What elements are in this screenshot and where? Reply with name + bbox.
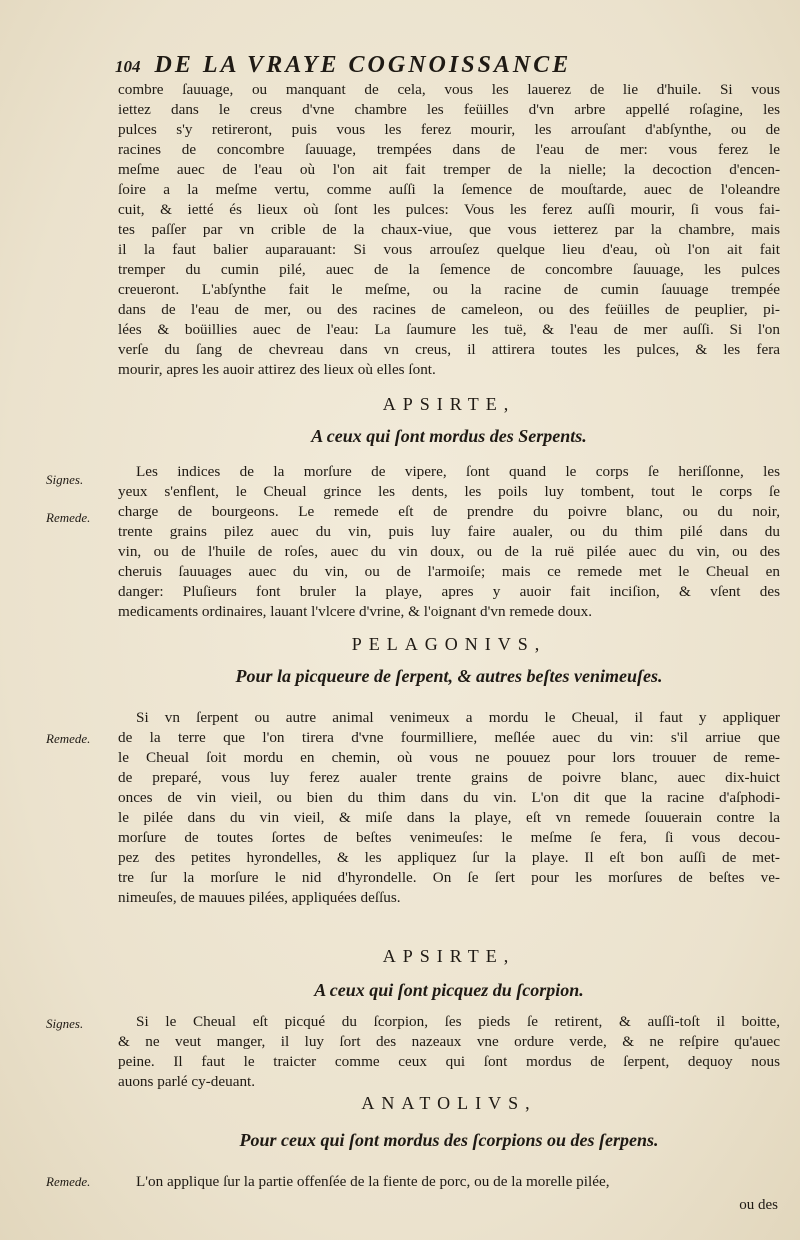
text-line: peine. Il faut le traicter comme ceux qui ſont mordus de ſerpent, dequoy nous <box>118 1053 780 1070</box>
text-line: iettez dans le creus d'vne chambre les feüilles d'vn arbre appellé roſagine, les <box>118 101 780 118</box>
text-line: tes paſſer par vn crible de la chaux-viue, que vous ietterez par la chambre, mais <box>118 221 780 238</box>
margin-note-signes: Signes. <box>46 472 84 487</box>
text-line: Si le Cheual eſt picqué du ſcorpion, ſes pieds ſe retirent, & auſſi-toſt il boitte, <box>136 1013 780 1030</box>
page-number: 104 <box>115 57 141 76</box>
section-subheading-serpents: A ceux qui ſont mordus des Serpents. <box>311 426 587 446</box>
text-line: & ne veut manger, il luy ſort des nazeaux vne ordure verde, & ne reſpire qu'auec <box>118 1033 780 1050</box>
paragraph-serpent-venimeux <box>118 708 780 908</box>
text-line: le Cheual ſoit mordu en chemin, où vous ne pouuez pour lors trouuer de reme- <box>118 749 780 766</box>
text-line: tremper du cumin pilé, auec de la ſemence de concombre ſauuage, les pulces <box>118 261 780 278</box>
text-line: nimeuſes, de mauues pilées, appliquées deſſus. <box>118 889 401 906</box>
section-heading-apsirte-2: APSIRTE, <box>382 946 516 966</box>
paragraph-anatolivs <box>118 1172 780 1192</box>
text-line: tre ſur la morſure le nid d'hyrondelle. On ſe ſert pour les morſures de beſtes ve- <box>118 869 780 886</box>
text-line: morſure de toutes ſortes de beſtes venimeuſes: le meſme ſe fera, ſi vous decou- <box>118 829 780 846</box>
section-heading-anatolivs: ANATOLIVS, <box>361 1093 537 1113</box>
paragraph-vipere <box>118 462 780 622</box>
text-line: creueront. L'abſynthe fait le meſme, ou la racine de cumin ſauuage trempée <box>118 281 780 298</box>
text-line: charge de bourgeons. Le remede eſt de prendre du poivre blanc, ou du noir, <box>118 503 780 520</box>
catchword: ou des <box>739 1197 778 1213</box>
text-line: cheruis ſauuages auec du vin, ou de l'armoiſe; mais ce remede met le Cheual en <box>118 563 780 580</box>
text-line: dans de l'eau de mer, ou des racines de cameleon, ou des feüilles de peuplier, pi- <box>118 301 780 318</box>
margin-note-remede: Remede. <box>46 731 91 746</box>
margin-note-signes: Signes. <box>46 1016 84 1031</box>
text-line: cuit, & ietté és lieux où ſont les pulces: Vous les ferez auſſi mourir, ſi vous fai- <box>118 201 780 218</box>
section-subheading-scorpion: A ceux qui ſont picquez du ſcorpion. <box>314 980 584 1000</box>
running-title: DE LA VRAYE COGNOISSANCE <box>154 52 572 78</box>
section-subheading-picqueure: Pour la picqueure de ſerpent, & autres beſtes venimeuſes. <box>235 666 663 686</box>
text-line: de la terre que l'on tirera d'vne fourmilliere, meſlée auec du vin: s'il arriue que <box>118 729 780 746</box>
paragraph-scorpion <box>118 1012 780 1092</box>
text-line: il la faut balier auparauant: Si vous arrouſez quelque lieu d'eau, où l'on ait fait <box>118 241 780 258</box>
section-subheading-scorpions-serpens: Pour ceux qui ſont mordus des ſcorpions ou des ſerpens. <box>239 1130 659 1150</box>
text-line: pez des petites hyrondelles, & les appliquez ſur la playe. Il eſt bon auſſi de met- <box>118 849 780 866</box>
text-line: combre ſauuage, ou manquant de cela, vous les lauerez de lie d'huile. Si vous <box>118 81 780 98</box>
running-head <box>115 52 715 82</box>
text-line: trente grains pilez auec du vin, puis luy faire aualer, ou du thim pilé dans du <box>118 523 780 540</box>
section-heading-apsirte: APSIRTE, <box>382 394 516 414</box>
section-heading-pelagonivs: PELAGONIVS, <box>351 634 547 654</box>
paragraph-fleas <box>118 80 780 380</box>
text-line: verſe du ſang de chevreau dans vn creus, il attirera toutes les pulces, & les fera <box>118 341 780 358</box>
text-line: racines de concombre ſauuage, trempées dans de l'eau de mer: vous ferez le <box>118 141 780 158</box>
text-line: danger: Pluſieurs font bruler la playe, apres y auoir fait inciſion, & vſent des <box>118 583 780 600</box>
text-line: Si vn ſerpent ou autre animal venimeux a mordu le Cheual, il faut y appliquer <box>136 709 780 726</box>
text-line: de preparé, vous luy ferez aualer trente grains de poivre blanc, auec dix-huict <box>118 769 780 786</box>
text-line: meſme auec de l'eau où l'on ait fait tremper de la nielle; la decoction d'encen- <box>118 161 780 178</box>
text-line: vin, ou de l'huile de roſes, auec du vin doux, ou de la ruë pilée auec du vin, ou des <box>118 543 780 560</box>
text-line: L'on applique ſur la partie offenſée de la fiente de porc, ou de la morelle pilée, <box>136 1173 610 1190</box>
margin-note-remede: Remede. <box>46 1174 91 1189</box>
text-line: lées & boüillies auec de l'eau: La ſaumure les tuë, & l'eau de mer auſſi. Si l'on <box>118 321 780 338</box>
text-line: Les indices de la morſure de vipere, ſont quand le corps ſe heriſſonne, les <box>136 463 780 480</box>
text-line: pulces s'y retireront, puis vous les ferez mourir, les arrouſant d'abſynthe, ou de <box>118 121 780 138</box>
text-line: le pilée dans du vin vieil, & miſe dans la playe, eſt vn remede ſouuerain contre la <box>118 809 780 826</box>
text-line: yeux s'enflent, le Cheual grince les dents, les poils luy tombent, tout le corps ſe <box>118 483 780 500</box>
text-line: mourir, apres les auoir attirez des lieux où elles ſont. <box>118 361 436 378</box>
text-line: ſoire a la meſme vertu, comme auſſi la ſemence de mouſtarde, auec de l'oleandre <box>118 181 780 198</box>
text-line: medicaments ordinaires, lauant l'vlcere d'vrine, & l'oignant d'vn remede doux. <box>118 603 593 620</box>
margin-note-remede: Remede. <box>46 510 91 525</box>
text-line: auons parlé cy-deuant. <box>118 1073 256 1090</box>
text-line: onces de vin vieil, ou bien du thim dans du vin. L'on dit que la racine d'aſphodi- <box>118 789 780 806</box>
